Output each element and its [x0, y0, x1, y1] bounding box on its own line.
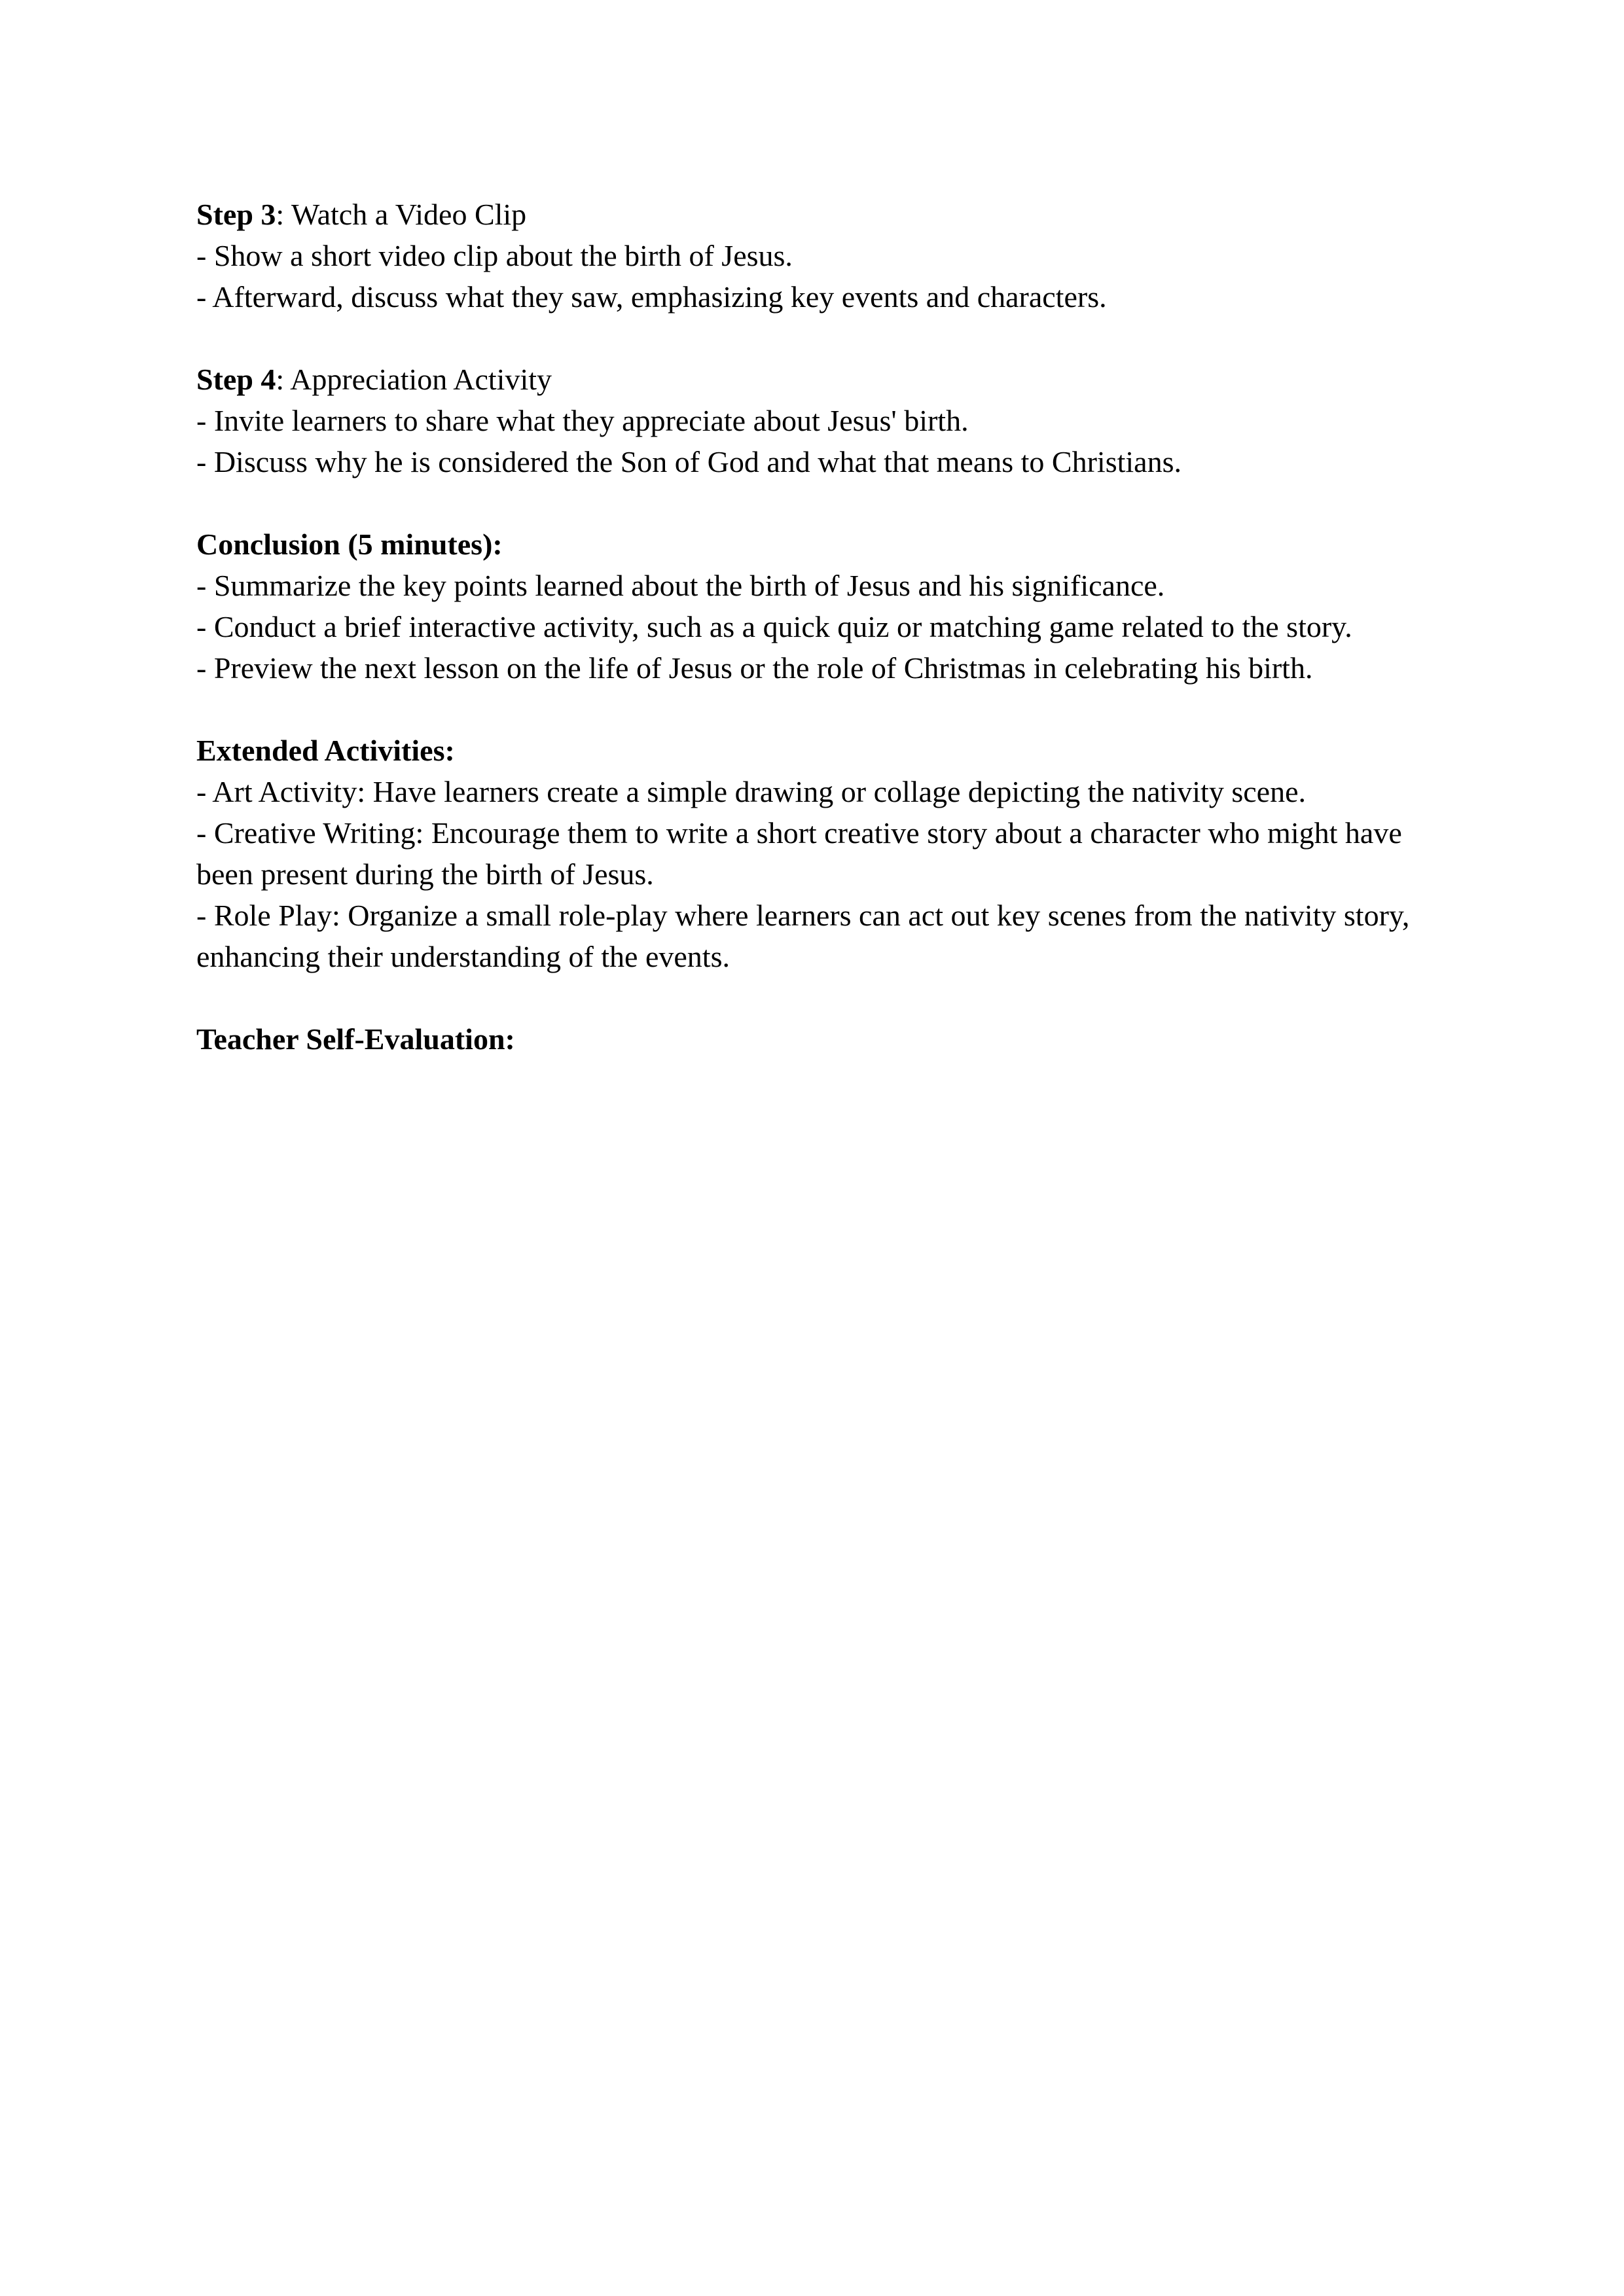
bullet-line: - Afterward, discuss what they saw, emphasizing key events and characters. [196, 280, 1107, 314]
section-extended-activities [196, 730, 1434, 977]
bullet-line: - Role Play: Organize a small role-play where learners can act out key scenes from the nativity story, enhancing their understanding of the events. [196, 899, 1417, 973]
document-body [196, 194, 1434, 1060]
section-heading-bold: Extended Activities: [196, 734, 455, 767]
section-teacher-self-evaluation [196, 1018, 1434, 1060]
section-heading-rest: : Appreciation Activity [276, 363, 552, 396]
section-heading [196, 359, 1434, 400]
section-heading [196, 524, 1434, 565]
bullet-line: - Show a short video clip about the birth of Jesus. [196, 239, 793, 272]
section-heading [196, 730, 1434, 771]
section-heading [196, 1018, 1434, 1060]
bullet-line: - Conduct a brief interactive activity, such as a quick quiz or matching game related to the story. [196, 610, 1352, 643]
section-conclusion [196, 524, 1434, 689]
section-heading-bold: Step 3 [196, 198, 276, 231]
section-heading-rest: : Watch a Video Clip [276, 198, 527, 231]
section-step-4 [196, 359, 1434, 482]
bullet-line: - Preview the next lesson on the life of Jesus or the role of Christmas in celebrating his birth. [196, 651, 1313, 685]
section-heading-bold: Teacher Self-Evaluation: [196, 1022, 515, 1056]
bullet-line: - Art Activity: Have learners create a simple drawing or collage depicting the nativity scene. [196, 775, 1306, 808]
section-heading [196, 194, 1434, 235]
section-step-3 [196, 194, 1434, 317]
section-heading-bold: Step 4 [196, 363, 276, 396]
bullet-line: - Discuss why he is considered the Son of God and what that means to Christians. [196, 445, 1182, 478]
bullet-line: - Summarize the key points learned about the birth of Jesus and his significance. [196, 569, 1165, 602]
section-heading-bold: Conclusion (5 minutes): [196, 528, 503, 561]
bullet-line: - Creative Writing: Encourage them to write a short creative story about a character who might have been present during the birth of Jesus. [196, 816, 1410, 891]
bullet-line: - Invite learners to share what they appreciate about Jesus' birth. [196, 404, 969, 437]
